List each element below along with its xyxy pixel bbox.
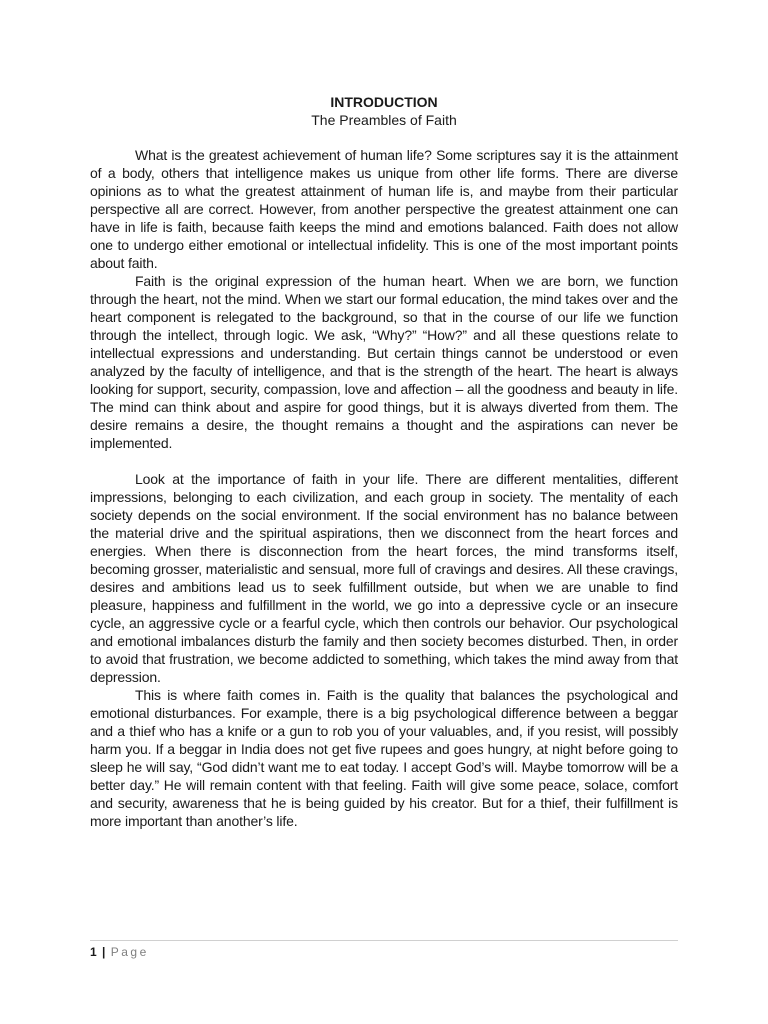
paragraph-4: This is where faith comes in. Faith is the quality that balances the psychological and emotional disturbances. For example, there is a big psychological difference between a beggar and a thief who has a knife or a gun to rob you of your valuables, and, if you resist, will possibly harm you. If a beggar in India does not get five rupees and goes hungry, at night before going to sleep he will say, “God didn’t want me to eat today. I accept God’s will. Maybe tomorrow will be a better day.” He will remain content with that feeling. Faith will give some peace, solace, comfort and security, awareness that he is being guided by his creator. But for a thief, their fulfillment is more important than another’s life.: [90, 687, 678, 829]
page-footer: [90, 944, 149, 960]
paragraph-1: What is the greatest achievement of human life? Some scriptures say it is the attainment of a body, others that intelligence makes us unique from other life forms. There are diverse opinions as to what the greatest attainment of human life is, and maybe from their particular perspective all are correct. However, from another perspective the greatest attainment one can have in life is faith, because faith keeps the mind and emotions balanced. Faith does not allow one to undergo either emotional or intellectual infidelity. This is one of the most important points about faith.: [90, 147, 678, 271]
document-title: INTRODUCTION: [330, 94, 438, 110]
paragraph-2: Faith is the original expression of the human heart. When we are born, we function through the heart, not the mind. When we start our formal education, the mind takes over and the heart component is relegated to the background, so that in the course of our life we function through the intellect, through logic. We ask, “Why?” “How?” and all these questions relate to intellectual expressions and understanding. But certain things cannot be understood or even analyzed by the faculty of intelligence, and that is the strength of the heart. The heart is always looking for support, security, compassion, love and affection – all the goodness and beauty in life. The mind can think about and aspire for good things, but it is always diverted from them. The desire remains a desire, the thought remains a thought and the aspirations can never be implemented.: [90, 273, 678, 451]
footer-divider: [90, 940, 678, 941]
document-body: [90, 146, 678, 830]
page-label: Page: [110, 945, 149, 959]
page-number: 1: [90, 945, 97, 959]
footer-separator: |: [102, 945, 106, 959]
paragraph-3: Look at the importance of faith in your life. There are different mentalities, different impressions, belonging to each civilization, and each group in society. The mentality of each society depends on the social environment. If the social environment has no balance between the material drive and the spiritual aspirations, then we disconnect from the heart forces and energies. When there is disconnection from the heart forces, the mind transforms itself, becoming grosser, materialistic and sensual, more full of cravings and desires. All these cravings, desires and ambitions lead us to seek fulfillment outside, but when we are unable to find pleasure, happiness and fulfillment in the world, we go into a depressive cycle or an insecure cycle, an aggressive cycle or a fearful cycle, which then controls our behavior. Our psychological and emotional imbalances disturb the family and then society becomes disturbed. Then, in order to avoid that frustration, we become addicted to something, which takes the mind away from that depression.: [90, 471, 678, 685]
document-subtitle: The Preambles of Faith: [311, 112, 457, 128]
paragraph-spacer: [90, 452, 678, 470]
